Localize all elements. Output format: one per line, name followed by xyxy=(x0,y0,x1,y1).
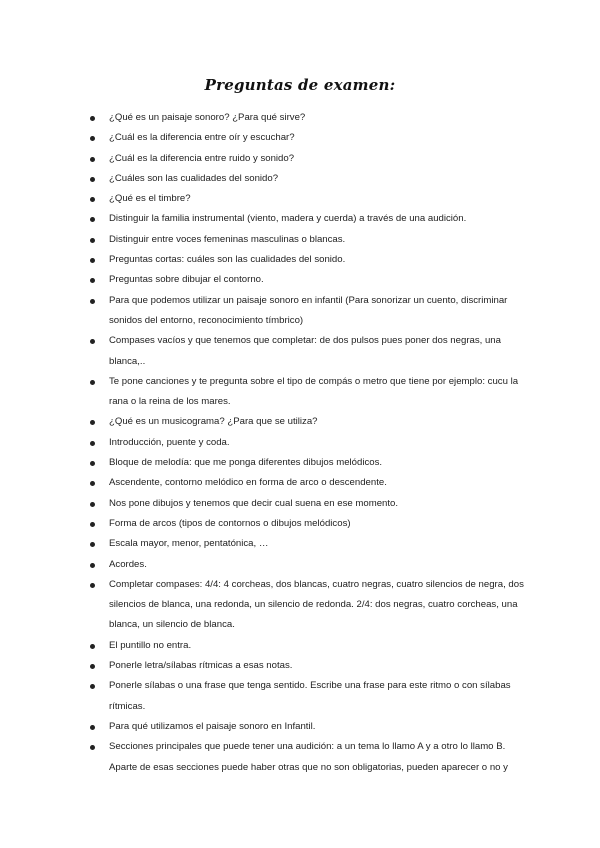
list-item: Ascendente, contorno melódico en forma de arco o descendente. xyxy=(0,473,600,493)
list-item: Distinguir la familia instrumental (viento, madera y cuerda) a través de una audición. xyxy=(0,209,600,229)
list-item: Te pone canciones y te pregunta sobre el tipo de compás o metro que tiene por ejemplo: cucu la rana o la reina de los mares. xyxy=(0,372,600,413)
list-item: Escala mayor, menor, pentatónica, … xyxy=(0,534,600,554)
list-item: Para qué utilizamos el paisaje sonoro en Infantil. xyxy=(0,717,600,737)
page-title: Preguntas de examen: xyxy=(204,76,396,94)
list-item: Bloque de melodía: que me ponga diferentes dibujos melódicos. xyxy=(0,453,600,473)
list-item: ¿Qué es un paisaje sonoro? ¿Para qué sirve? xyxy=(0,108,600,128)
list-item: Preguntas sobre dibujar el contorno. xyxy=(0,270,600,290)
list-item: Acordes. xyxy=(0,555,600,575)
list-item: Nos pone dibujos y tenemos que decir cual suena en ese momento. xyxy=(0,494,600,514)
list-item: ¿Cuáles son las cualidades del sonido? xyxy=(0,169,600,189)
list-item: Distinguir entre voces femeninas masculinas o blancas. xyxy=(0,230,600,250)
list-item: ¿Cuál es la diferencia entre oír y escuchar? xyxy=(0,128,600,148)
list-item: Completar compases: 4/4: 4 corcheas, dos blancas, cuatro negras, cuatro silencios de negra, dos silencios de blanca, una redonda, un silencio de redonda. 2/4: dos negras, cuatro corcheas, una blanca, un silencio de blanca. xyxy=(0,575,600,636)
list-item: Secciones principales que puede tener una audición: a un tema lo llamo A y a otro lo llamo B. Aparte de esas secciones puede haber otras que no son obligatorias, pueden aparecer o no y xyxy=(0,737,600,778)
list-item: Forma de arcos (tipos de contornos o dibujos melódicos) xyxy=(0,514,600,534)
list-item: Ponerle sílabas o una frase que tenga sentido. Escribe una frase para este ritmo o con sílabas rítmicas. xyxy=(0,676,600,717)
list-item: ¿Qué es un musicograma? ¿Para que se utiliza? xyxy=(0,412,600,432)
list-item: Introducción, puente y coda. xyxy=(0,433,600,453)
list-item: El puntillo no entra. xyxy=(0,636,600,656)
list-item: Preguntas cortas: cuáles son las cualidades del sonido. xyxy=(0,250,600,270)
questions-list xyxy=(0,108,600,778)
list-item: Ponerle letra/sílabas rítmicas a esas notas. xyxy=(0,656,600,676)
list-item: ¿Qué es el timbre? xyxy=(0,189,600,209)
list-item: ¿Cuál es la diferencia entre ruido y sonido? xyxy=(0,149,600,169)
list-item: Para que podemos utilizar un paisaje sonoro en infantil (Para sonorizar un cuento, discriminar sonidos del entorno, reconocimiento tímbrico) xyxy=(0,291,600,332)
list-item: Compases vacíos y que tenemos que completar: de dos pulsos pues poner dos negras, una blanca,.. xyxy=(0,331,600,372)
